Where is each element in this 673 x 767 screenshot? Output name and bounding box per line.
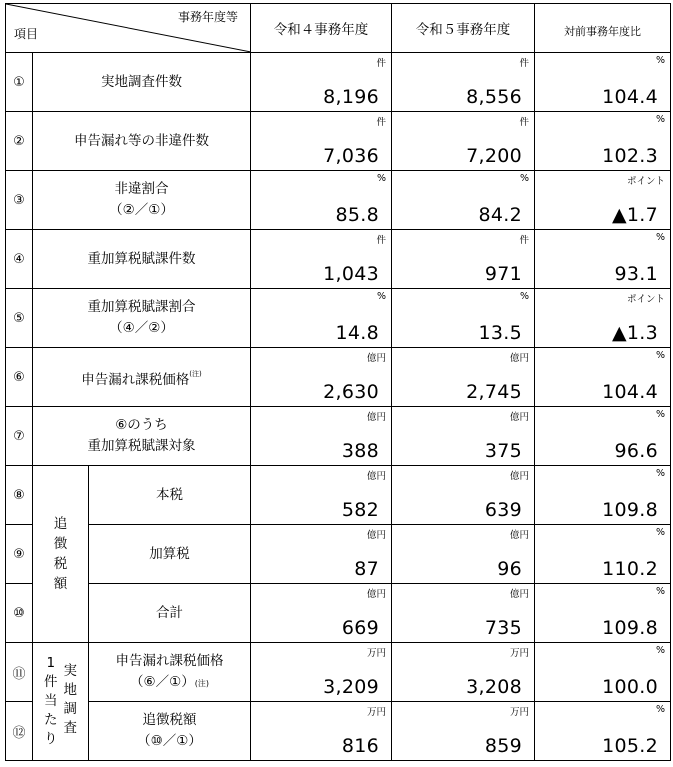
unit-label: ポイント — [626, 176, 665, 187]
unit-label: % — [655, 527, 665, 538]
row-label — [33, 289, 251, 348]
row-number: ② — [6, 112, 33, 171]
value-cell — [392, 643, 535, 702]
value-cell — [535, 466, 671, 525]
row-label-line: 重加算税賦課対象 — [87, 438, 196, 454]
unit-label: % — [655, 645, 665, 656]
value: 3,209 — [323, 676, 379, 698]
row-label-line: 申告漏れ課税価格 — [115, 652, 224, 669]
header-fiscal-label: 事務年度等 — [177, 10, 238, 24]
value-cell — [535, 112, 671, 171]
group-char: 実 — [63, 663, 77, 679]
unit-label: 万円 — [366, 648, 386, 659]
row-label-formula: （⑥／①） — [130, 673, 195, 690]
table-row — [6, 53, 671, 112]
row-number: ⑩ — [6, 584, 33, 643]
footnote-marker: (注) — [189, 369, 202, 378]
unit-label: 万円 — [366, 707, 386, 718]
unit-label: 億円 — [509, 353, 529, 364]
value: 639 — [484, 499, 522, 521]
value-cell — [392, 407, 535, 466]
value-cell — [392, 171, 535, 230]
row-label-line: 非違割合 — [114, 181, 169, 197]
value-cell — [535, 407, 671, 466]
row-label — [33, 407, 251, 466]
unit-label: 万円 — [509, 707, 529, 718]
unit-label: 件 — [376, 117, 386, 128]
unit-label: 億円 — [509, 589, 529, 600]
group-char: 額 — [53, 576, 68, 592]
value: 105.2 — [602, 735, 658, 757]
row-number: ③ — [6, 171, 33, 230]
table-row — [6, 171, 671, 230]
row-label-line: 申告漏れ課税価格 — [81, 371, 190, 388]
value-cell — [535, 289, 671, 348]
value-cell — [535, 584, 671, 643]
group-char: 追 — [53, 516, 68, 532]
row-label-formula: （⑩／①） — [137, 733, 202, 749]
row-label-formula: （②／①） — [109, 202, 174, 218]
row-number: ⑧ — [6, 466, 33, 525]
value-cell — [535, 171, 671, 230]
value: 2,630 — [323, 381, 379, 403]
value-cell — [535, 230, 671, 289]
value-cell — [251, 230, 392, 289]
row-number: ⑪ — [6, 643, 33, 702]
header-row — [6, 4, 671, 53]
table-row — [6, 348, 671, 407]
table-row — [6, 407, 671, 466]
value: 7,036 — [323, 145, 379, 167]
row-label-line: ⑥のうち — [115, 417, 168, 433]
row-label — [89, 584, 251, 643]
unit-label: 億円 — [509, 412, 529, 423]
unit-label: % — [655, 55, 665, 66]
value: 859 — [484, 735, 522, 757]
value-cell — [251, 171, 392, 230]
value: 14.8 — [335, 322, 379, 344]
value: 104.4 — [602, 381, 658, 403]
group-col-field-survey — [64, 654, 78, 738]
value-cell — [251, 466, 392, 525]
header-r5: 令和５事務年度 — [392, 4, 535, 53]
value-cell — [251, 702, 392, 761]
unit-label: % — [655, 586, 665, 597]
table-row — [6, 112, 671, 171]
value-cell — [251, 643, 392, 702]
row-label — [33, 230, 251, 289]
unit-label: 億円 — [366, 471, 386, 482]
row-label — [33, 171, 251, 230]
row-number: ⑨ — [6, 525, 33, 584]
group-char: た — [44, 712, 58, 728]
value: 8,196 — [323, 86, 379, 108]
unit-label: 件 — [376, 235, 386, 246]
group-label-per-case — [33, 643, 89, 761]
value-cell — [535, 53, 671, 112]
row-label — [89, 525, 251, 584]
unit-label: % — [519, 173, 529, 184]
unit-label: % — [655, 232, 665, 243]
row-label — [33, 348, 251, 407]
header-item-label: 項目 — [14, 27, 39, 41]
value-cell — [392, 112, 535, 171]
group-char: 当 — [44, 693, 58, 709]
value: 582 — [341, 499, 379, 521]
value: 971 — [484, 263, 522, 285]
group-char: 徴 — [53, 536, 68, 552]
row-label — [89, 466, 251, 525]
row-label — [33, 53, 251, 112]
value-cell — [251, 525, 392, 584]
value: 375 — [484, 440, 522, 462]
row-number: ⑤ — [6, 289, 33, 348]
unit-label: 件 — [519, 235, 529, 246]
table-row — [6, 230, 671, 289]
value: 7,200 — [466, 145, 522, 167]
value-cell — [392, 289, 535, 348]
row-label-line: 申告漏れ等の非違件数 — [74, 132, 209, 149]
group-char: 件 — [44, 674, 58, 690]
value: 93.1 — [614, 263, 658, 285]
value: 85.8 — [335, 204, 379, 226]
value-cell — [392, 702, 535, 761]
value: 96 — [497, 558, 522, 580]
row-label-formula: （④／②） — [109, 320, 174, 336]
value-cell — [535, 525, 671, 584]
row-label — [89, 643, 251, 702]
value: 100.0 — [602, 676, 658, 698]
group-char: 調 — [63, 701, 77, 717]
table-row — [6, 466, 671, 525]
value: 13.5 — [478, 322, 522, 344]
table-row — [6, 643, 671, 702]
unit-label: 件 — [376, 58, 386, 69]
unit-label: ポイント — [626, 294, 665, 305]
value: ▲1.7 — [611, 204, 658, 226]
value: 669 — [341, 617, 379, 639]
row-number: ④ — [6, 230, 33, 289]
value-cell — [535, 348, 671, 407]
value: 109.8 — [602, 617, 658, 639]
value: 102.3 — [602, 145, 658, 167]
unit-label: 件 — [519, 117, 529, 128]
header-ratio: 対前事務年度比 — [535, 4, 671, 53]
statistics-table — [5, 3, 671, 761]
row-label-line: 加算税 — [149, 545, 190, 562]
value-cell — [251, 348, 392, 407]
value-cell — [535, 643, 671, 702]
group-char: 1 — [46, 655, 56, 671]
value-cell — [251, 584, 392, 643]
value: 8,556 — [466, 86, 522, 108]
group-char: 査 — [63, 720, 77, 736]
unit-label: 万円 — [509, 648, 529, 659]
row-label-line: 重加算税賦課割合 — [87, 299, 196, 315]
value-cell — [392, 466, 535, 525]
row-label — [89, 702, 251, 761]
value-cell — [535, 702, 671, 761]
value: 109.8 — [602, 499, 658, 521]
row-label — [33, 112, 251, 171]
value-cell — [251, 289, 392, 348]
table-row — [6, 584, 671, 643]
row-number: ⑫ — [6, 702, 33, 761]
row-number: ⑥ — [6, 348, 33, 407]
value: 87 — [354, 558, 379, 580]
row-label-line: 追徴税額 — [142, 712, 197, 728]
table-row — [6, 525, 671, 584]
group-char: 税 — [53, 556, 68, 572]
unit-label: 億円 — [366, 412, 386, 423]
row-number: ① — [6, 53, 33, 112]
value: 104.4 — [602, 86, 658, 108]
value: 816 — [341, 735, 379, 757]
value-cell — [392, 230, 535, 289]
value-cell — [251, 407, 392, 466]
value-cell — [251, 53, 392, 112]
row-label-line: 合計 — [156, 604, 183, 621]
row-label-line: 重加算税賦課件数 — [87, 250, 196, 267]
row-number: ⑦ — [6, 407, 33, 466]
unit-label: 件 — [519, 58, 529, 69]
statistics-table-container — [5, 3, 671, 761]
value-cell — [392, 53, 535, 112]
unit-label: % — [519, 291, 529, 302]
group-char: り — [44, 731, 58, 747]
unit-label: 億円 — [509, 471, 529, 482]
value: 96.6 — [614, 440, 658, 462]
value-cell — [251, 112, 392, 171]
group-char: 地 — [63, 682, 77, 698]
header-item-cell — [6, 4, 251, 53]
table-row — [6, 702, 671, 761]
value: 388 — [341, 440, 379, 462]
unit-label: % — [655, 114, 665, 125]
row-label-line: 実地調査件数 — [101, 73, 182, 90]
unit-label: % — [655, 704, 665, 715]
value: 3,208 — [466, 676, 522, 698]
unit-label: % — [655, 468, 665, 479]
unit-label: 億円 — [366, 353, 386, 364]
header-r4: 令和４事務年度 — [251, 4, 392, 53]
unit-label: % — [655, 409, 665, 420]
value-cell — [392, 525, 535, 584]
unit-label: % — [376, 173, 386, 184]
value: 110.2 — [602, 558, 658, 580]
unit-label: % — [376, 291, 386, 302]
value: 735 — [484, 617, 522, 639]
group-col-per-case — [44, 654, 58, 749]
value-cell — [392, 348, 535, 407]
unit-label: % — [655, 350, 665, 361]
value: ▲1.3 — [611, 322, 658, 344]
value: 1,043 — [323, 263, 379, 285]
value-cell — [392, 584, 535, 643]
unit-label: 億円 — [509, 530, 529, 541]
unit-label: 億円 — [366, 589, 386, 600]
unit-label: 億円 — [366, 530, 386, 541]
group-label-tsuicho — [33, 466, 89, 643]
row-label-line: 本税 — [156, 486, 183, 503]
table-row — [6, 289, 671, 348]
footnote-marker: (注) — [194, 678, 209, 688]
value: 2,745 — [466, 381, 522, 403]
value: 84.2 — [478, 204, 522, 226]
